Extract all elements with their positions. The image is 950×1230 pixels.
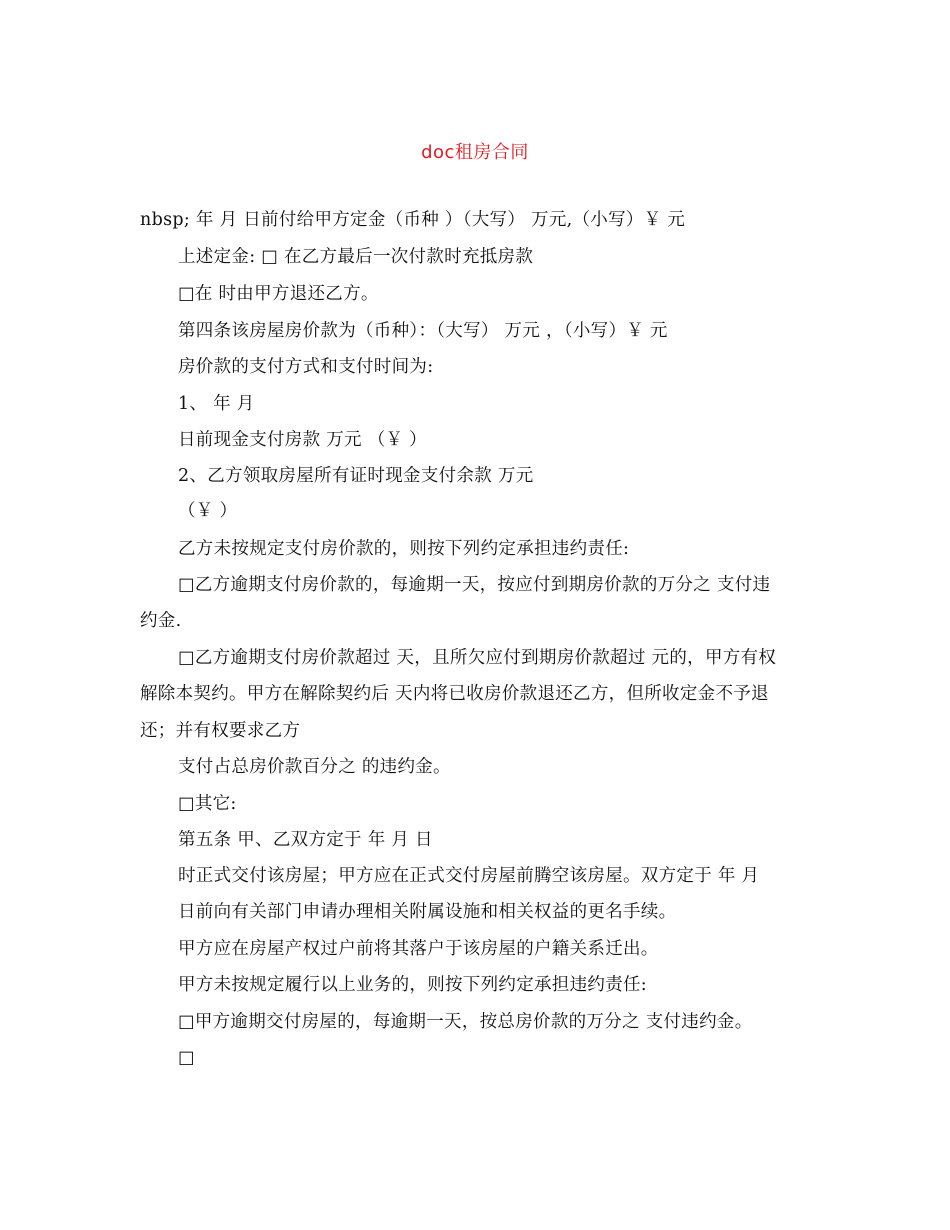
contract-line: 房价款的支付方式和支付时间为: [178, 357, 434, 377]
contract-line: 日前向有关部门申请办理相关附属设施和相关权益的更名手续。 [178, 902, 677, 922]
contract-line: □其它: [178, 794, 237, 814]
contract-line: 时正式交付该房屋；甲方应在正式交付房屋前腾空该房屋。双方定于 年 月 [178, 866, 760, 886]
contract-line: 还；并有权要求乙方 [140, 721, 301, 741]
contract-line: （￥ ） [178, 501, 238, 521]
contract-line: 甲方未按规定履行以上业务的，则按下列约定承担违约责任: [178, 975, 647, 995]
contract-line: 约金. [140, 611, 182, 631]
contract-line: 解除本契约。甲方在解除契约后 天内将已收房价款退还乙方，但所收定金不予退 [140, 684, 769, 704]
document-title: doc租房合同 [421, 142, 529, 163]
contract-line: □在 时由甲方退还乙方。 [178, 284, 379, 304]
contract-line: 第五条 甲、乙双方定于 年 月 日 [178, 830, 433, 850]
contract-line: □乙方逾期支付房价款超过 天，且所欠应付到期房价款超过 元的，甲方有权 [178, 648, 777, 668]
contract-line: □ [178, 1048, 195, 1068]
contract-line: 1、 年 月 [178, 394, 255, 414]
contract-line: nbsp; 年 月 日前付给甲方定金（币种 ）（大写） 万元,（小写）￥ 元 [140, 210, 686, 230]
contract-line: 日前现金支付房款 万元 （￥ ） [178, 430, 427, 450]
contract-line: 甲方应在房屋产权过户前将其落户于该房屋的户籍关系迁出。 [178, 939, 659, 959]
contract-line: 乙方未按规定支付房价款的，则按下列约定承担违约责任: [178, 539, 630, 559]
contract-line: 第四条该房屋房价款为（币种）：（大写） 万元 ，（小写）￥ 元 [178, 321, 668, 341]
contract-line: 2、乙方领取房屋所有证时现金支付余款 万元 [178, 466, 534, 486]
contract-line: 支付占总房价款百分之 的违约金。 [178, 757, 451, 777]
contract-line: 上述定金: □ 在乙方最后一次付款时充抵房款 [178, 247, 534, 267]
contract-line: □乙方逾期支付房价款的，每逾期一天，按应付到期房价款的万分之 支付违 [178, 575, 771, 595]
contract-line: □甲方逾期交付房屋的，每逾期一天，按总房价款的万分之 支付违约金。 [178, 1012, 753, 1032]
